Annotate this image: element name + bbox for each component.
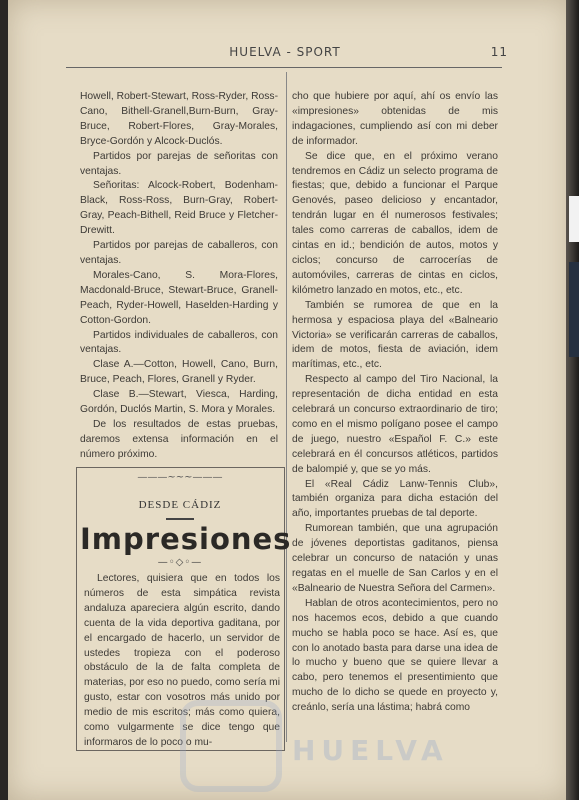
paragraph: Respecto al campo del Tiro Nacional, la representación de dicha entidad en esta celebrará un concurso extraordinario de tiro; como en el mismo polígano posee el campo de juego, nuestro «Español F. C.» este celebrará en él concursos atléticos, partidos de balompié y, que se yo más. xyxy=(292,374,498,475)
edge-tab-dark xyxy=(569,262,579,357)
paragraph: Clase B.—Stewart, Viesca, Harding, Gordón, Duclós Martin, S. Mora y Morales. xyxy=(80,389,278,416)
paragraph: De los resultados de estas pruebas, daremos extensa información en el número próximo. xyxy=(80,418,278,460)
paragraph: Partidos por parejas de señoritas con ventajas. xyxy=(80,150,278,177)
paragraph: Lectores, quisiera que en todos los números de esta simpática revista andaluza apareciera algún escrito, dando cuenta de la vida deportiva gaditana, por el encargado de hacerlo, un servidor de ustedes tropieza con el poderoso obstáculo de la de falta completa de materias, por eso no puedo, como sería mi gusto, estar con vosotros más unido por medio de mis escritos; más como quiera, como vulgarmente se dice tengo que informaros de lo poco o mu- xyxy=(84,573,280,748)
paragraph: Señoritas: Alcock-Robert, Bodenham-Black, Ross-Ross, Burn-Gray, Robert-Gray, Peach-Bithell, Reid Bruce y Fletcher-Drewitt. xyxy=(80,180,278,237)
paragraph: También se rumorea de que en la hermosa y espaciosa playa del «Balneario Victoria» se verificarán carreras de caballos, idem de motos, fiesta de aviación, idem marítimas, etc., etc. xyxy=(292,299,498,371)
paragraph: El «Real Cádiz Lanw-Tennis Club», también organiza para dicha estación del año, importantes pruebas de tal deporte. xyxy=(292,478,498,520)
section-label: DESDE CÁDIZ xyxy=(138,499,222,511)
paragraph: Partidos individuales de caballeros, con ventajas. xyxy=(80,329,278,356)
page-header xyxy=(60,45,510,65)
page-edge xyxy=(566,0,579,800)
watermark-text: HUELVA xyxy=(292,734,449,767)
page-number: 11 xyxy=(490,45,508,59)
header-title: HUELVA - SPORT xyxy=(229,45,341,59)
ornament-divider: ———~~~——— xyxy=(137,472,223,483)
column-divider xyxy=(286,72,287,742)
article-body-right xyxy=(292,90,498,716)
title-ornament: —◦◇◦— xyxy=(157,557,203,568)
paragraph: Hablan de otros acontecimientos, pero no nos hacemos ecos, debido a que cuando mucho se habla poco se hace. Así es, que con lo anotado basta para darse una idea de lo mucho y bueno que se quiere llevar a cabo, pero tenemos el presentimiento que mucho de lo dicho se quede en proyecto y, creánlo, sería una lástima; habrá como xyxy=(292,597,498,714)
section-rule xyxy=(166,518,194,520)
article-title: Impresiones xyxy=(80,522,292,556)
paragraph: Partidos por parejas de caballeros, con ventajas. xyxy=(80,240,278,266)
paragraph: cho que hubiere por aquí, ahí os envío las «impresiones» obtenidas de mis indagaciones, cumpliendo así con mi deber de informador. xyxy=(292,91,498,147)
paragraph: Rumorean también, que una agrupación de jóvenes deportistas gaditanos, piensa celebrar un concurso de natación y unas regatas en el muelle de San Carlos y en el «Balneario de Nuestra Señora del Carmen». xyxy=(292,523,498,594)
paragraph: Se dice que, en el próximo verano tendremos en Cádiz un selecto programa de fiestas; que, debido a funcionar el Parque Genovés, paseo delicioso y encantador, tendrán lugar en él numerosos festivales; tales como carreras de caballos, idem de cintas en id.; bendición de autos, motos y ciclos; concurso de carrocerías de automóviles, carreras de cintas en ciclos, kilómetro lanzado en motos, etc., etc. xyxy=(292,150,498,296)
watermark-logo xyxy=(180,700,282,792)
left-column-top xyxy=(80,90,278,463)
edge-tab-white xyxy=(569,196,579,242)
paragraph: Morales-Cano, S. Mora-Flores, Macdonald-Bruce, Stewart-Bruce, Granell-Peach, Ryder-Howell, Haselden-Harding y Cotton-Gordon. xyxy=(80,269,278,326)
header-rule xyxy=(66,67,502,68)
paragraph: Howell, Robert-Stewart, Ross-Ryder, Ross-Cano, Bithell-Granell,Burn-Burn, Gray-Bruce, Robert-Flores, Gray-Morales, Bryce-Gordón y Alcock-Duclós. xyxy=(80,91,278,147)
paragraph: Clase A.—Cotton, Howell, Cano, Burn, Bruce, Peach, Flores, Granell y Ryder. xyxy=(80,359,278,386)
